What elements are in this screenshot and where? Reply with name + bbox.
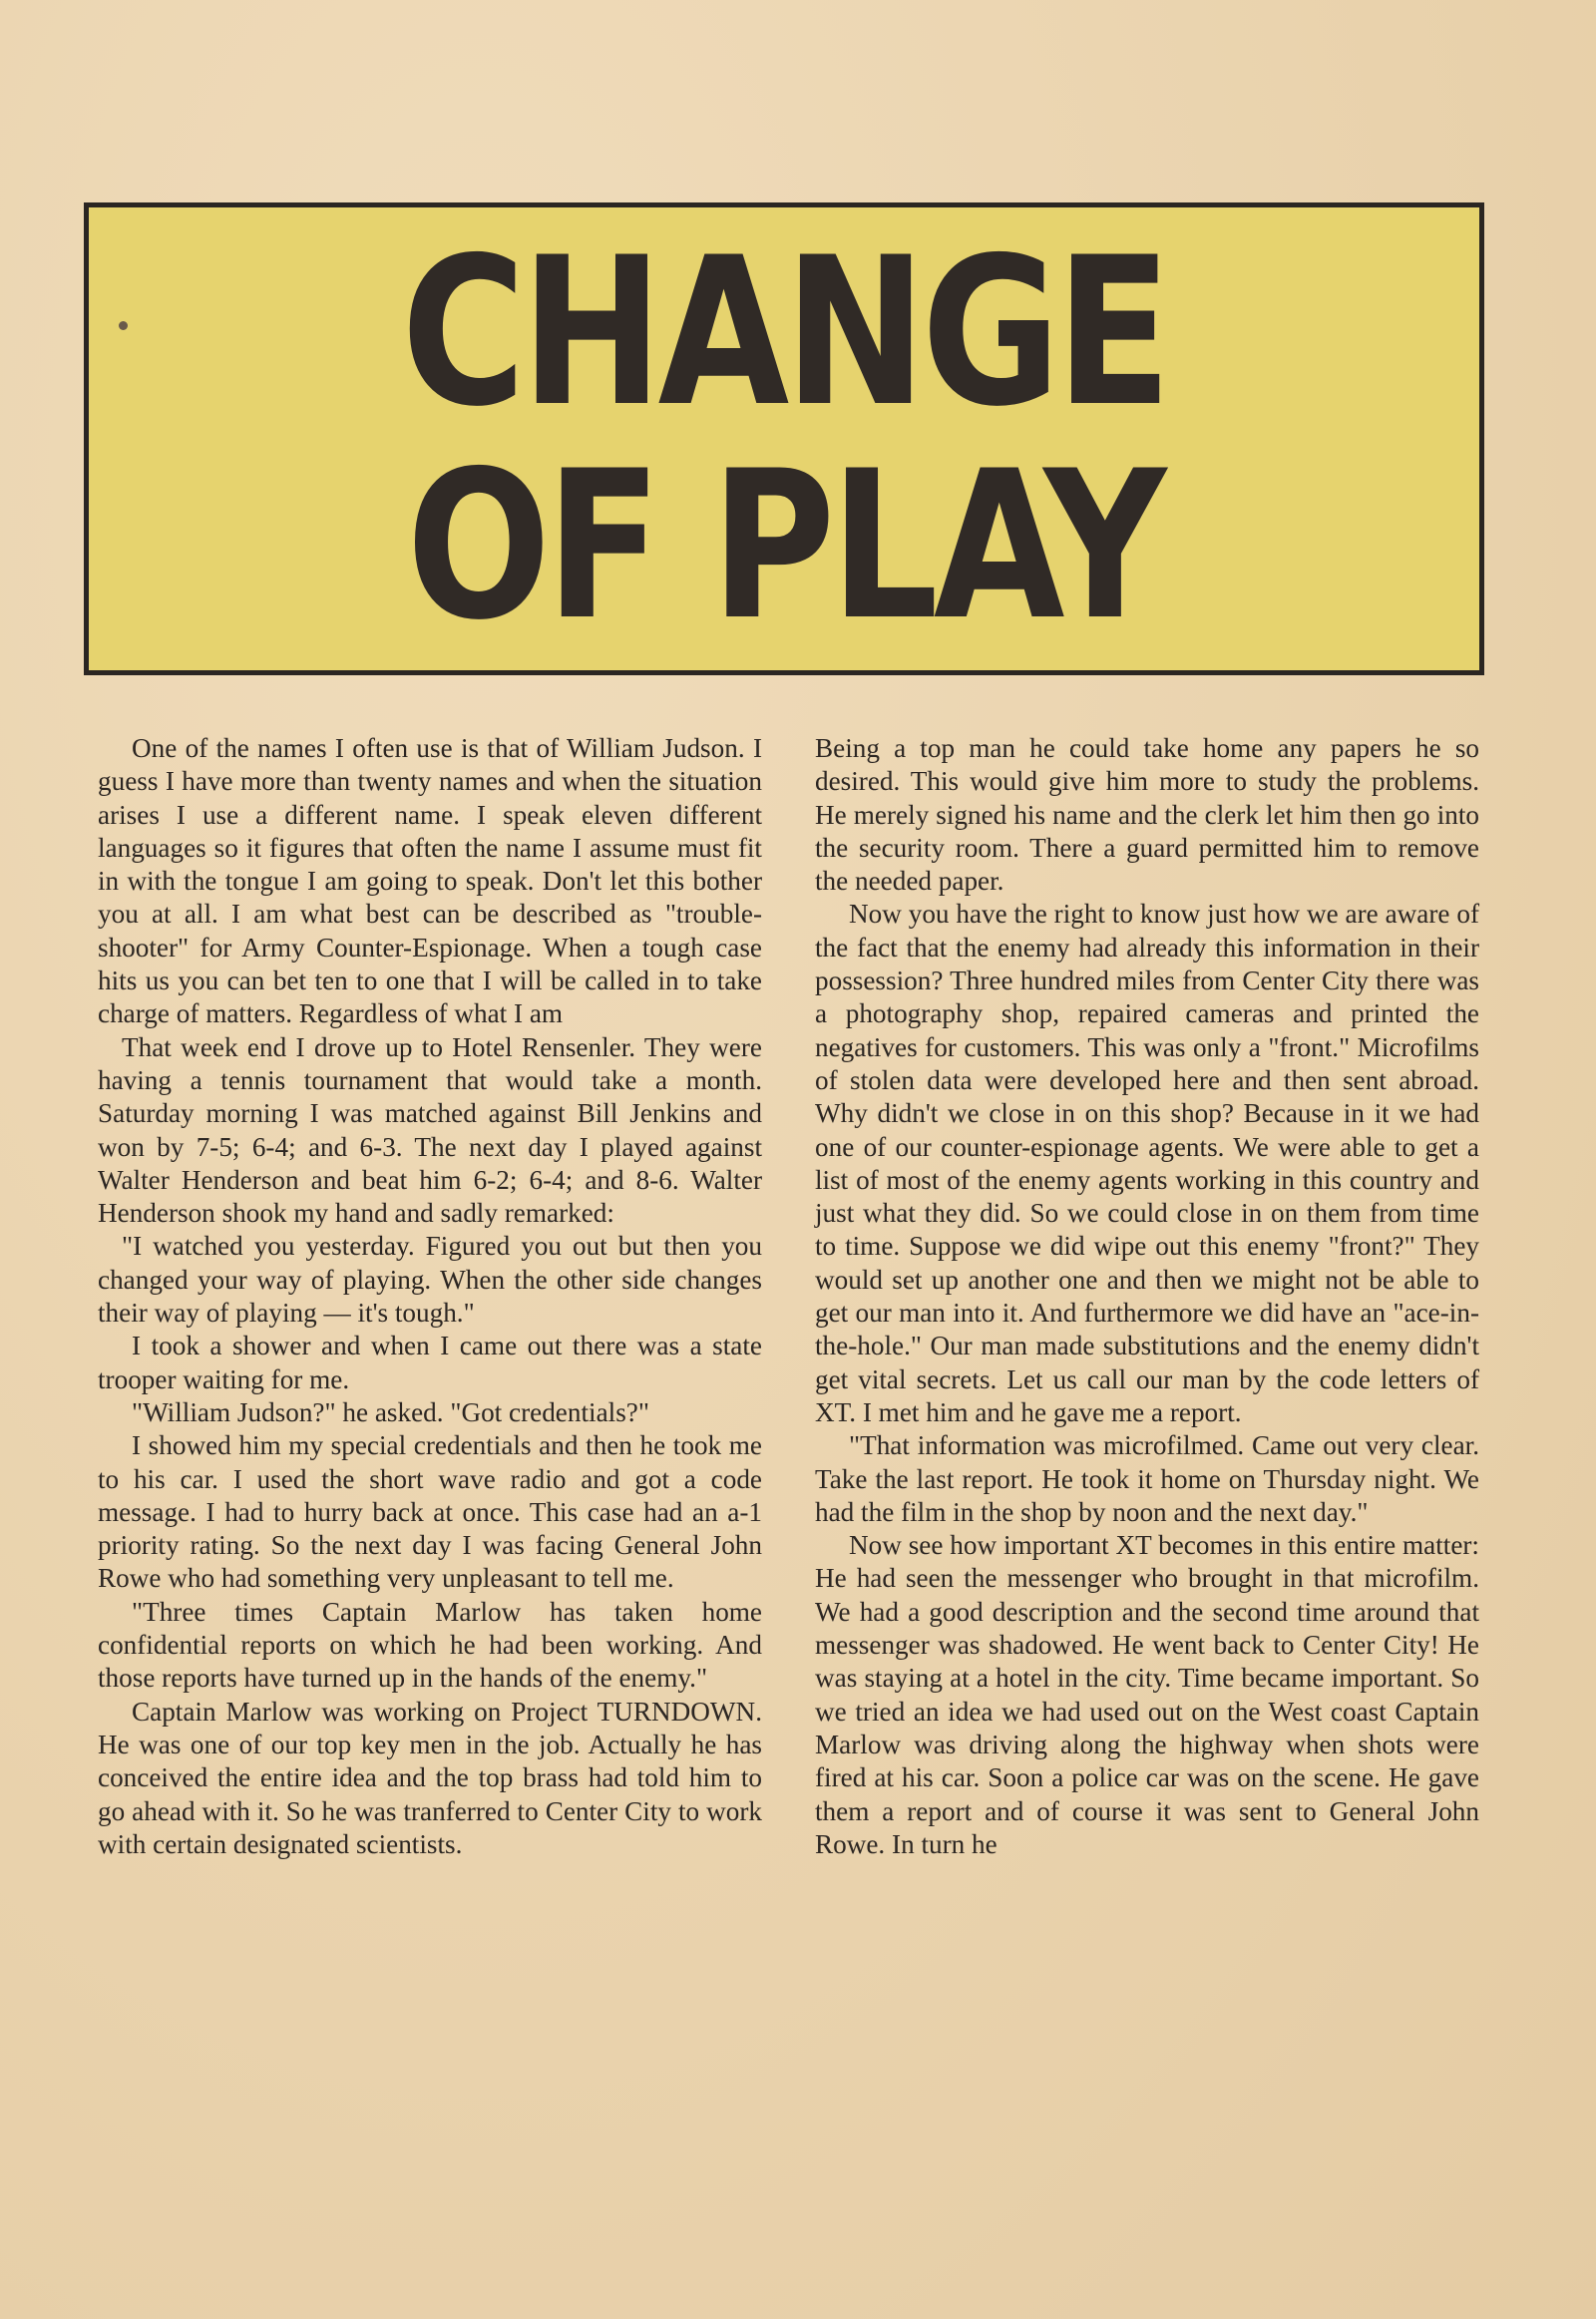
paragraph: Being a top man he could take home any papers he so desired. This would give him more to study the problems. He merely signed his name and the clerk let him then go into the security room. There a guard permitted him to remove the needed paper. xyxy=(815,733,1479,897)
paragraph: "William Judson?" he asked. "Got credentials?" xyxy=(132,1396,649,1427)
paragraph: "I watched you yesterday. Figured you out but then you changed your way of playing. When the other side changes their way of playing — it's tough." xyxy=(98,1231,762,1329)
title-banner xyxy=(84,202,1484,675)
paragraph: That week end I drove up to Hotel Rensenler. They were having a tennis tournament that would take a month. Saturday morning I was matched against Bill Jenkins and won by 7-5; 6-4; and 6-3. The next day I played against Walter Henderson and beat him 6-2; 6-4; and 8-6. Walter Henderson shook my hand and sadly remarked: xyxy=(98,1031,762,1229)
paragraph: Now you have the right to know just how we are aware of the fact that the enemy had already this information in their possession? Three hundred miles from Center City there was a photography shop, repaired cameras and printed the negatives for customers. This was only a "front." Microfilms of stolen data were developed here and then sent abroad. Why didn't we close in on this shop? Because in it we had one of our counter-espionage agents. We were able to get a list of most of the enemy agents working in this country and just what they did. So we could close in on them from time to time. Suppose we did wipe out this enemy "front?" They would set up another one and then we might not be able to get our man into it. And furthermore we did have an "ace-in-the-hole." Our man made substitutions and the enemy didn't get vital secrets. Let us call our man by the code letters of XT. I met him and he gave me a report. xyxy=(815,899,1479,1427)
title-line-1: CHANGE xyxy=(401,214,1167,452)
paragraph: I showed him my special credentials and then he took me to his car. I used the short wave radio and got a code message. I had to hurry back at once. This case had an a-1 priority rating. So the next day I was facing General John Rowe who had something very unpleasant to tell me. xyxy=(98,1430,762,1594)
paragraph: "That information was microfilmed. Came out very clear. Take the last report. He took it home on Thursday night. We had the film in the shop by noon and the next day." xyxy=(815,1430,1479,1527)
left-column xyxy=(98,732,762,1861)
paragraph: "Three times Captain Marlow has taken home confidential reports on which he had been working. And those reports have turned up in the hands of the enemy." xyxy=(98,1596,762,1694)
right-column xyxy=(815,732,1479,1861)
paragraph: Now see how important XT becomes in this entire matter: He had seen the messenger who brought in that microfilm. We had a good description and the second time around that messenger was shadowed. He went back to Center City! He was staying at a hotel in the city. Time became important. So we tried an idea we had used out on the West coast Captain Marlow was driving along the highway when shots were fired at his car. Soon a police car was on the scene. He gave them a report and of course it was sent to General John Rowe. In turn he xyxy=(815,1530,1479,1859)
paragraph: One of the names I often use is that of William Judson. I guess I have more than twenty names and when the situation arises I use a different name. I speak eleven different languages so it figures that often the name I assume must fit in with the tongue I am going to speak. Don't let this bother you at all. I am what best can be described as "trouble-shooter" for Army Counter-Espionage. When a tough case hits us you can bet ten to one that I will be called in to take charge of matters. Regardless of what I am xyxy=(98,733,762,1029)
title-line-2: OF PLAY xyxy=(406,428,1162,665)
paragraph: I took a shower and when I came out there was a state trooper waiting for me. xyxy=(98,1331,762,1394)
paragraph: Captain Marlow was working on Project TURNDOWN. He was one of our top key men in the job. Actually he has conceived the entire idea and the top brass had told him to go ahead with it. So he was tranferred to Center City to work with certain designated scientists. xyxy=(98,1696,762,1859)
print-speck xyxy=(119,321,128,330)
